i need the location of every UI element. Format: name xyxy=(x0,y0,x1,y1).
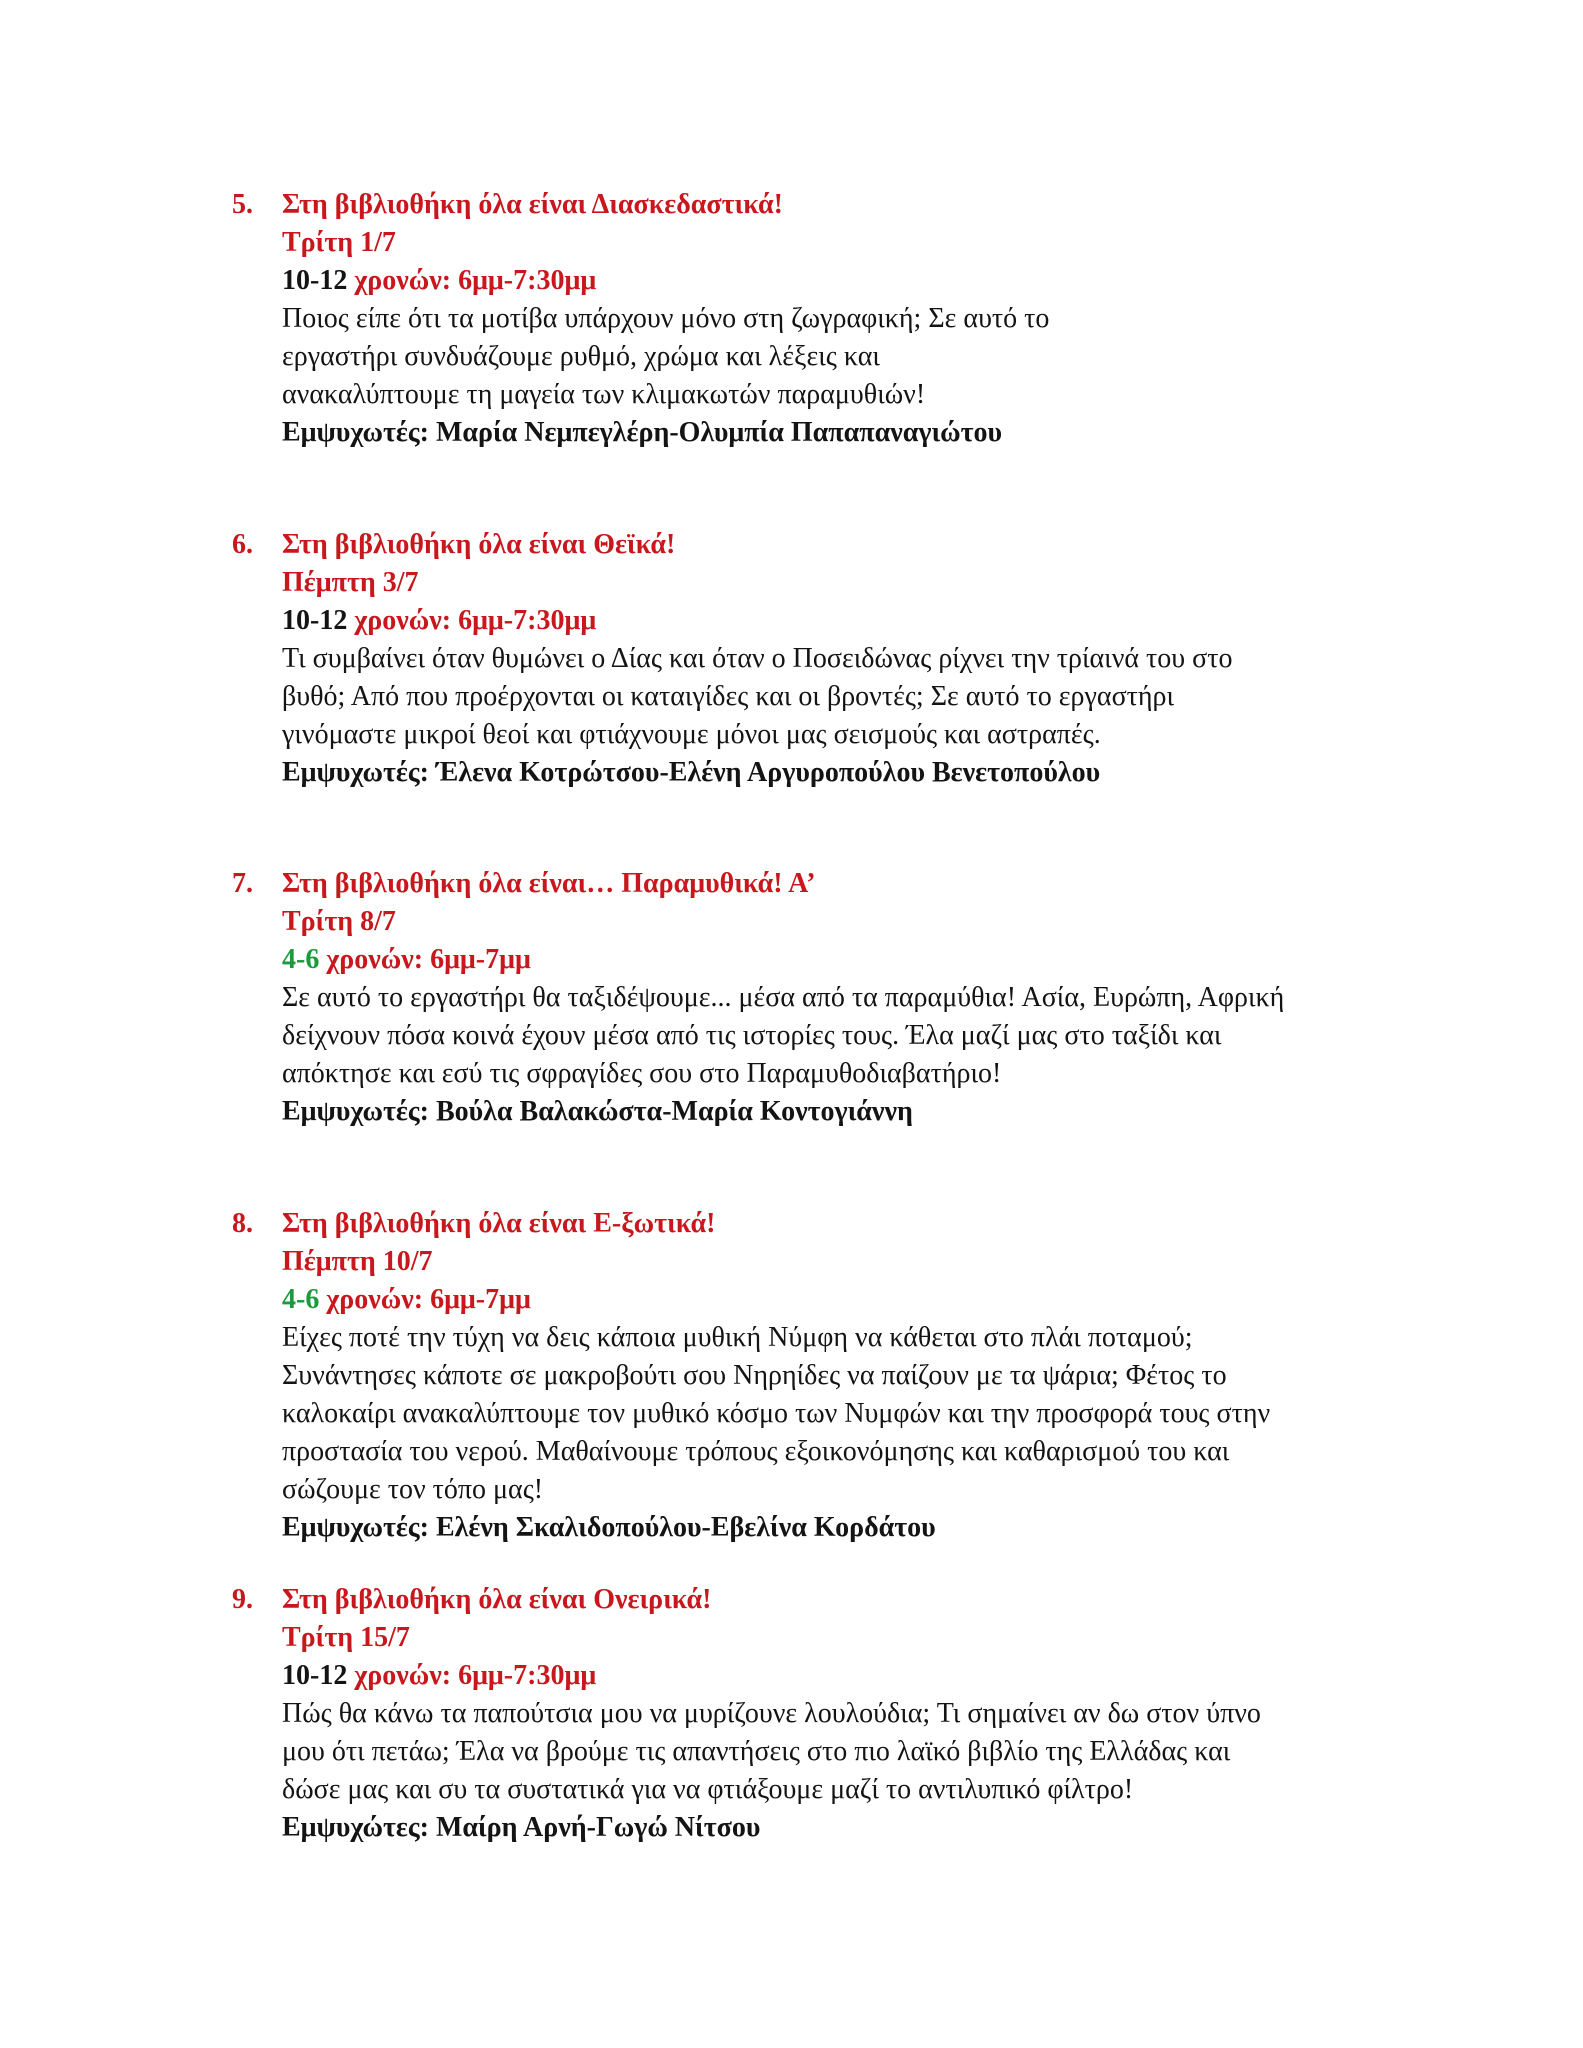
workshop-number: 7. xyxy=(232,868,253,899)
facilitators: Εμψυχώτες: Μαίρη Αρνή-Γωγώ Νίτσου xyxy=(282,1812,761,1843)
age-range: 4-6 xyxy=(282,1284,320,1315)
facilitators: Εμψυχωτές: Ελένη Σκαλιδοπούλου-Εβελίνα Κορδάτου xyxy=(282,1512,936,1543)
workshop-age-time xyxy=(282,1281,531,1319)
workshop-age-time xyxy=(282,602,596,640)
description-line: ανακαλύπτουμε τη μαγεία των κλιμακωτών παραμυθιών! xyxy=(282,379,926,410)
workshop-date: Τρίτη 1/7 xyxy=(282,227,396,258)
description-line: απόκτησε και εσύ τις σφραγίδες σου στο Παραμυθοδιαβατήριο! xyxy=(282,1058,1002,1089)
description-line: σώζουμε τον τόπο μας! xyxy=(282,1474,544,1505)
description-line: δείχνουν πόσα κοινά έχουν μέσα από τις ιστορίες τους. Έλα μαζί μας στο ταξίδι και xyxy=(282,1020,1222,1051)
description-line: μου ότι πετάω; Έλα να βρούμε τις απαντήσεις στο πιο λαϊκό βιβλίο της Ελλάδας και xyxy=(282,1736,1231,1767)
workshop-date: Πέμπτη 3/7 xyxy=(282,567,419,598)
age-suffix: χρονών: xyxy=(347,1660,452,1691)
age-range: 10-12 xyxy=(282,605,348,636)
workshop-title: Στη βιβλιοθήκη όλα είναι… Παραμυθικά! Α’ xyxy=(282,868,816,899)
age-suffix: χρονών: xyxy=(347,605,452,636)
time-range: 6μμ-7μμ xyxy=(423,944,531,975)
description-line: γινόμαστε μικροί θεοί και φτιάχνουμε μόνοι μας σεισμούς και αστραπές. xyxy=(282,719,1101,750)
description-line: βυθό; Από που προέρχονται οι καταιγίδες και οι βροντές; Σε αυτό το εργαστήρι xyxy=(282,681,1175,712)
facilitators: Εμψυχωτές: Έλενα Κοτρώτσου-Ελένη Αργυροπούλου Βενετοπούλου xyxy=(282,757,1101,788)
description-line: Σε αυτό το εργαστήρι θα ταξιδέψουμε... μέσα από τα παραμύθια! Ασία, Ευρώπη, Αφρική xyxy=(282,982,1285,1013)
description-line: Ποιος είπε ότι τα μοτίβα υπάρχουν μόνο στη ζωγραφική; Σε αυτό το xyxy=(282,303,1050,334)
workshop-date: Τρίτη 15/7 xyxy=(282,1622,410,1653)
description-line: Πώς θα κάνω τα παπούτσια μου να μυρίζουνε λουλούδια; Τι σημαίνει αν δω στον ύπνο xyxy=(282,1698,1261,1729)
age-range: 10-12 xyxy=(282,265,348,296)
workshop-number: 5. xyxy=(232,189,253,220)
time-range: 6μμ-7:30μμ xyxy=(451,265,597,296)
time-range: 6μμ-7:30μμ xyxy=(451,605,597,636)
description-line: δώσε μας και συ τα συστατικά για να φτιάξουμε μαζί το αντιλυπικό φίλτρο! xyxy=(282,1774,1134,1805)
workshop-date: Τρίτη 8/7 xyxy=(282,906,396,937)
facilitators: Εμψυχωτές: Μαρία Νεμπεγλέρη-Ολυμπία Παπαπαναγιώτου xyxy=(282,417,1003,448)
facilitators: Εμψυχωτές: Βούλα Βαλακώστα-Μαρία Κοντογιάννη xyxy=(282,1096,913,1127)
description-line: Τι συμβαίνει όταν θυμώνει ο Δίας και όταν ο Ποσειδώνας ρίχνει την τρίαινά του στο xyxy=(282,643,1233,674)
age-suffix: χρονών: xyxy=(319,944,424,975)
description-line: προστασία του νερού. Μαθαίνουμε τρόπους εξοικονόμησης και καθαρισμού του και xyxy=(282,1436,1230,1467)
time-range: 6μμ-7:30μμ xyxy=(451,1660,597,1691)
workshop-number: 8. xyxy=(232,1208,253,1239)
workshop-title: Στη βιβλιοθήκη όλα είναι Ε-ξωτικά! xyxy=(282,1208,716,1239)
workshop-age-time xyxy=(282,1657,596,1695)
description-line: εργαστήρι συνδυάζουμε ρυθμό, χρώμα και λέξεις και xyxy=(282,341,880,372)
age-suffix: χρονών: xyxy=(319,1284,424,1315)
age-suffix: χρονών: xyxy=(347,265,452,296)
age-range: 10-12 xyxy=(282,1660,348,1691)
workshop-age-time xyxy=(282,262,596,300)
description-line: καλοκαίρι ανακαλύπτουμε τον μυθικό κόσμο των Νυμφών και την προσφορά τους στην xyxy=(282,1398,1271,1429)
workshop-title: Στη βιβλιοθήκη όλα είναι Διασκεδαστικά! xyxy=(282,189,783,220)
description-line: Συνάντησες κάποτε σε μακροβούτι σου Νηρηίδες να παίζουν με τα ψάρια; Φέτος το xyxy=(282,1360,1227,1391)
workshop-age-time xyxy=(282,941,531,979)
workshop-number: 9. xyxy=(232,1584,253,1615)
workshop-date: Πέμπτη 10/7 xyxy=(282,1246,433,1277)
workshop-number: 6. xyxy=(232,529,253,560)
description-line: Είχες ποτέ την τύχη να δεις κάποια μυθική Νύμφη να κάθεται στο πλάι ποταμού; xyxy=(282,1322,1193,1353)
workshop-title: Στη βιβλιοθήκη όλα είναι Θεϊκά! xyxy=(282,529,676,560)
age-range: 4-6 xyxy=(282,944,320,975)
workshop-title: Στη βιβλιοθήκη όλα είναι Ονειρικά! xyxy=(282,1584,712,1615)
time-range: 6μμ-7μμ xyxy=(423,1284,531,1315)
